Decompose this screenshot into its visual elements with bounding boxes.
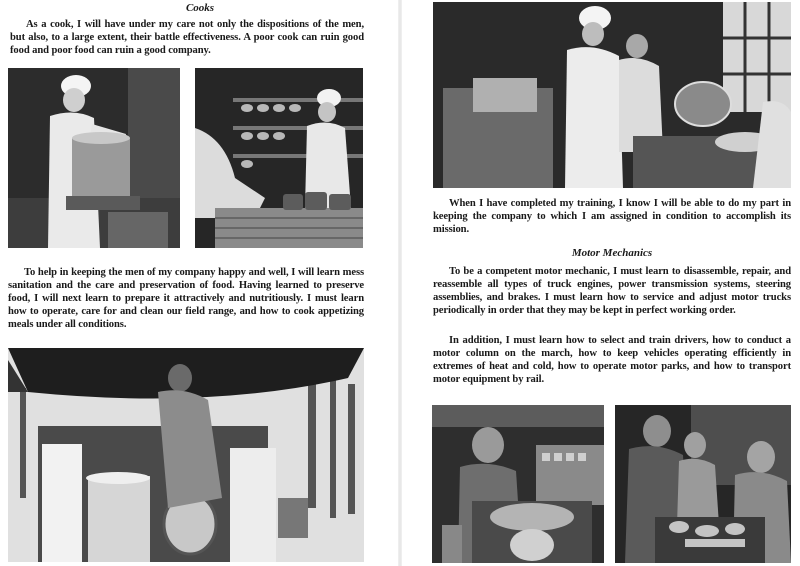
cooks-intro-paragraph: As a cook, I will have under my care not only the dispositions of the men, but also, to a large extent, their battle effectiveness. A poor cook can ruin good food and poor food can ruin a good company. bbox=[10, 19, 364, 57]
photo-field-range bbox=[8, 348, 364, 562]
photo-cook-bread-rack bbox=[195, 68, 363, 248]
photo-mechanics-engine bbox=[615, 405, 791, 563]
motor-mechanics-paragraph-2: In addition, I must learn how to select and train drivers, how to conduct a motor column on the march, how to keep vehicles operating efficiently in extremes of heat and cold, how to operate motor parks, and how to transport motor equipment by rail. bbox=[433, 335, 791, 386]
motor-mechanics-paragraph-1: To be a competent motor mechanic, I must learn to disassemble, repair, and reassemble all types of truck engines, power transmission systems, steering assemblies, and brakes. I must learn how to service and adjust motor trucks periodically in order that they may be kept in perfect working order. bbox=[433, 266, 791, 317]
photo-cook-stock-pot bbox=[8, 68, 180, 248]
cooks-heading: Cooks bbox=[185, 2, 215, 14]
right-page bbox=[400, 0, 800, 566]
motor-mechanics-heading: Motor Mechanics bbox=[571, 247, 653, 259]
photo-kitchen-cooks bbox=[433, 2, 791, 188]
cooks-body-paragraph: To help in keeping the men of my company happy and well, I will learn mess sanitation and the care and preservation of food. Having learned to preserve food, I will next learn to prepare it attractively and nutritiously. I must learn how to operate, care for and clean our field range, and how to cook appetizing meals under all conditions. bbox=[8, 267, 364, 331]
photo-mechanic-bench bbox=[432, 405, 604, 563]
cooks-conclusion-paragraph: When I have completed my training, I know I will be able to do my part in keeping the company to which I am assigned in condition to accomplish its mission. bbox=[433, 198, 791, 236]
